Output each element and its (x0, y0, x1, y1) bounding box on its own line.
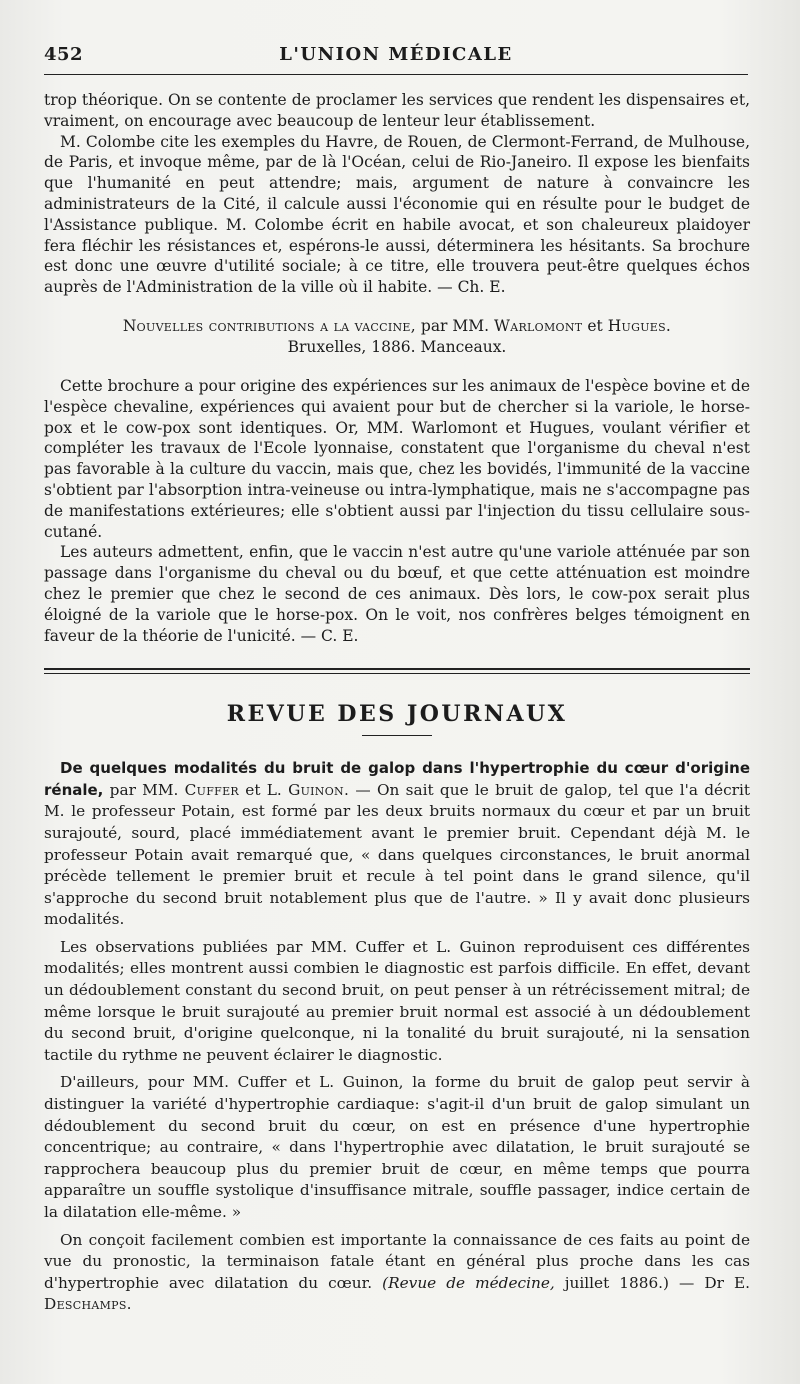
paragraph-colombe: M. Colombe cite les exemples du Havre, de Rouen, de Clermont-Ferrand, de Mulhouse, de Paris, et invoque même, par de là l'Océan, celui de Rio-Janeiro. Il expose les bienfaits que l'humanité en peut attendre; mais, argument de nature à convaincre les administrateurs de la Cité, il calcule aussi l'économie qui en résulte pour le budget de l'Assistance publique. M. Colombe écrit en habile avocat, et son chaleureux plaidoyer fera fléchir les résistances et, espérons-le aussi, déterminera les hésitants. Sa brochure est donc une œuvre d'utilité sociale; à ce titre, elle trouvera peut-être quelques échos auprès de l'Administration de la ville où il habite. — Ch. E. (44, 132, 750, 297)
page-header (44, 44, 748, 70)
article-paragraph-4-text: On conçoit facilement combien est importante la connaissance de ces faits au point de vue du pronostic, la terminaison fatale étant en général plus proche dans les cas d'hypertrophie avec dilatation du cœur. (44, 1230, 750, 1292)
paragraph-brochure: Cette brochure a pour origine des expériences sur les animaux de l'espèce bovine et de l'espèce chevaline, expériences qui avaient pour but de chercher si la variole, le horse-pox et le cow-pox sont identiques. Or, MM. Warlomont et Hugues, voulant vérifier et compléter les travaux de l'Ecole lyonnaise, constatent que l'organisme du cheval n'est pas favorable à la culture du vaccin, mais que, chez les bovidés, l'immunité de la vaccine s'obtient par l'absorption intra-veineuse ou intra-lymphatique, mais ne s'accompagne pas de manifestations extérieures; elle s'obtient aussi par l'injection du tissu cellulaire sous-cutané. (44, 376, 750, 541)
paragraph-auteurs: Les auteurs admettent, enfin, que le vaccin n'est autre qu'une variole atténuée par son passage dans l'organisme du cheval ou du bœuf, et que cette atténuation est moindre chez le premier que chez le second de ces animaux. Dès lors, le cow-pox serait plus éloigné de la variole que le horse-pox. On le voit, nos confrères belges témoignent en faveur de la théorie de l'unicité. — C. E. (44, 543, 750, 645)
bibliography-entry (44, 316, 750, 358)
article-paragraph-4 (44, 1230, 750, 1316)
article-signature-prefix: Dr E. (704, 1273, 750, 1292)
section-title: REVUE DES JOURNAUX (226, 701, 568, 728)
article-author-1: Cuffer (184, 780, 239, 799)
page-number: 452 (44, 44, 84, 65)
journal-article (44, 758, 750, 1316)
article-paragraph-1-text: — On sait que le bruit de galop, tel que l'a décrit M. le professeur Potain, est formé par les deux bruits normaux du cœur et par un bruit surajouté, sourd, placé immédiatement avant le premier bruit. Cependant déjà M. le professeur Potain avait remarqué que, « dans quelques circonstances, le bruit anormal précède tellement le premier bruit et recule à tel point dans le grand silence, qu'il s'approche du second bruit notablement plus que de l'autre. » Il y avait donc plusieurs modalités. (44, 780, 750, 929)
article-by: par MM. (109, 780, 179, 799)
article-signature-name: Deschamps. (44, 1295, 132, 1314)
article-source: (Revue de médecine, (382, 1273, 555, 1292)
bibliography-by: par MM. (420, 316, 490, 335)
article-title: De quelques modalités du bruit de galop dans l'hypertrophie du cœur d'origine rénale, (44, 759, 750, 799)
bibliography-publication: Bruxelles, 1886. Manceaux. (287, 337, 507, 356)
running-title: L'UNION MÉDICALE (279, 44, 513, 65)
section-divider (44, 668, 750, 674)
article-paragraph-1 (44, 758, 750, 931)
article-and: et L. (245, 780, 282, 799)
bibliography-title: Nouvelles contributions a la vaccine, (122, 316, 416, 335)
bibliography-author-1: Warlomont (494, 316, 583, 335)
article-paragraph-2: Les observations publiées par MM. Cuffer et L. Guinon reproduisent ces différentes modalités; elles montrent aussi combien le diagnostic est parfois difficile. En effet, devant un dédoublement constant du second bruit, on peut penser à un rétrécissement mitral; de même lorsque le bruit surajouté au premier bruit normal est associé à un dédoublement du second bruit, d'origine quelconque, ni la tonalité du bruit surajouté, ni la sensation tactile du rythme ne peuvent éclairer le diagnostic. (44, 937, 750, 1064)
bibliography-and: et (587, 316, 603, 335)
paragraph-continuation: trop théorique. On se contente de proclamer les services que rendent les dispensaires et, vraiment, on encourage avec beaucoup de lenteur leur établissement. (44, 91, 750, 130)
section-title-underline (362, 735, 432, 736)
bibliography-author-2: Hugues. (607, 316, 672, 335)
page-body (44, 90, 750, 1316)
article-date: juillet 1886.) — (564, 1273, 695, 1292)
article-author-2: Guinon. (288, 780, 350, 799)
header-rule (44, 74, 748, 75)
article-paragraph-3: D'ailleurs, pour MM. Cuffer et L. Guinon, la forme du bruit de galop peut servir à distinguer la variété d'hypertrophie cardiaque: s'agit-il d'un bruit de galop simulant un dédoublement du second bruit du cœur, on est en présence d'une hypertrophie concentrique; au contraire, « dans l'hypertrophie avec dilatation, le bruit surajouté se rapprochera beaucoup plus du premier bruit de cœur, en même temps que pourra apparaître un souffle systolique d'insuffisance mitrale, souffle passager, indice certain de la dilatation elle-même. » (44, 1073, 750, 1221)
